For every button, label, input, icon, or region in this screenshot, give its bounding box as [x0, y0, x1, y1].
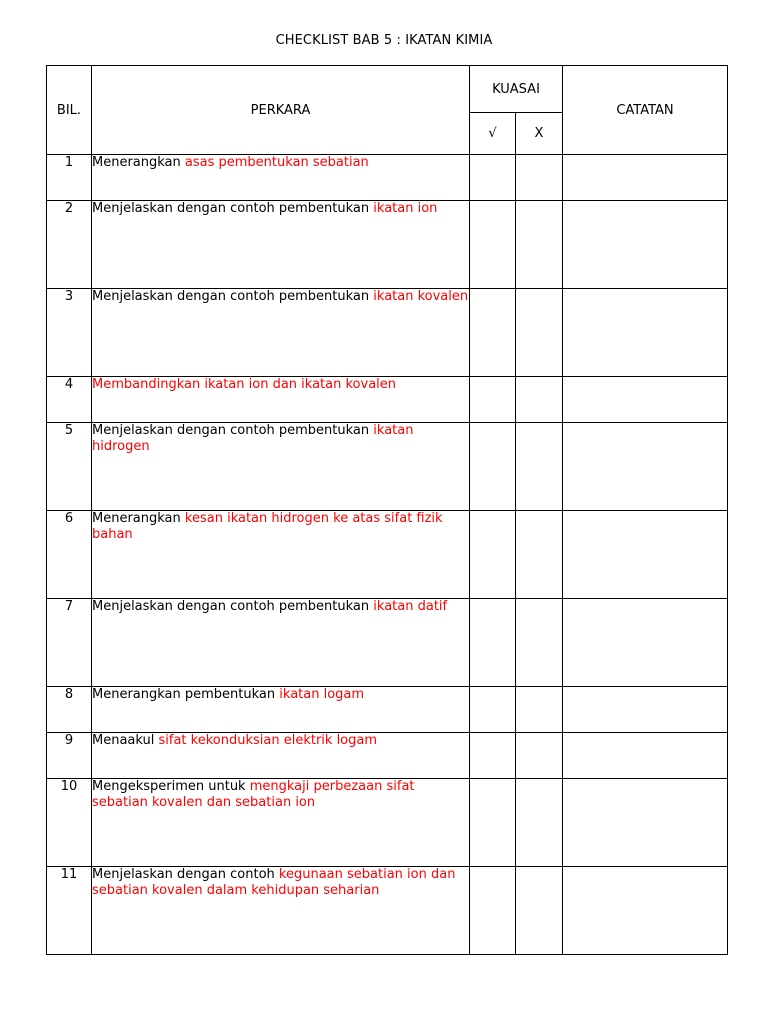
- not-mastered-cell[interactable]: [516, 599, 563, 687]
- row-number: 5: [47, 423, 92, 511]
- item-text: Menerangkan: [92, 155, 185, 170]
- header-perkara: PERKARA: [92, 66, 470, 155]
- table-row: [47, 201, 728, 289]
- row-number: 4: [47, 377, 92, 423]
- item-text: Menjelaskan dengan contoh pembentukan: [92, 599, 374, 614]
- row-number: 10: [47, 779, 92, 867]
- row-item: [92, 155, 470, 201]
- table-row: [47, 423, 728, 511]
- row-item: [92, 289, 470, 377]
- mastered-cell[interactable]: [470, 377, 516, 423]
- mastered-cell[interactable]: [470, 599, 516, 687]
- row-item: [92, 423, 470, 511]
- row-item: [92, 201, 470, 289]
- item-text: Mengeksperimen untuk: [92, 779, 250, 794]
- mastered-cell[interactable]: [470, 733, 516, 779]
- row-item: [92, 867, 470, 955]
- row-number: 2: [47, 201, 92, 289]
- notes-cell[interactable]: [563, 511, 728, 599]
- table-row: [47, 687, 728, 733]
- row-number: 9: [47, 733, 92, 779]
- row-item: [92, 779, 470, 867]
- mastered-cell[interactable]: [470, 155, 516, 201]
- not-mastered-cell[interactable]: [516, 377, 563, 423]
- item-text: Menerangkan pembentukan: [92, 687, 280, 702]
- page-title: CHECKLIST BAB 5 : IKATAN KIMIA: [275, 33, 493, 48]
- table-row: [47, 867, 728, 955]
- row-item: [92, 687, 470, 733]
- row-number: 7: [47, 599, 92, 687]
- item-highlight: kegunaan sebatian ion dan sebatian kovalen dalam kehidupan seharian: [92, 867, 456, 898]
- row-number: 11: [47, 867, 92, 955]
- item-highlight: kesan ikatan hidrogen ke atas sifat fizik bahan: [92, 511, 443, 542]
- row-number: 1: [47, 155, 92, 201]
- table-row: [47, 733, 728, 779]
- mastered-cell[interactable]: [470, 687, 516, 733]
- item-highlight: ikatan ion: [373, 201, 438, 216]
- item-text: Menjelaskan dengan contoh pembentukan: [92, 423, 374, 438]
- table-row: [47, 377, 728, 423]
- not-mastered-cell[interactable]: [516, 155, 563, 201]
- item-highlight: ikatan kovalen: [373, 289, 469, 304]
- notes-cell[interactable]: [563, 201, 728, 289]
- item-text: Menjelaskan dengan contoh pembentukan: [92, 289, 374, 304]
- not-mastered-cell[interactable]: [516, 289, 563, 377]
- row-number: 6: [47, 511, 92, 599]
- table-row: [47, 779, 728, 867]
- header-kuasai: KUASAI: [470, 66, 563, 113]
- mastered-cell[interactable]: [470, 867, 516, 955]
- header-x: X: [516, 113, 563, 155]
- item-highlight: sifat kekonduksian elektrik logam: [158, 733, 378, 748]
- item-highlight: Membandingkan ikatan ion dan ikatan kovalen: [92, 377, 397, 392]
- mastered-cell[interactable]: [470, 201, 516, 289]
- row-item: [92, 377, 470, 423]
- notes-cell[interactable]: [563, 155, 728, 201]
- notes-cell[interactable]: [563, 599, 728, 687]
- table-row: [47, 155, 728, 201]
- header-catatan: CATATAN: [563, 66, 728, 155]
- not-mastered-cell[interactable]: [516, 423, 563, 511]
- not-mastered-cell[interactable]: [516, 201, 563, 289]
- item-text: Menjelaskan dengan contoh: [92, 867, 279, 882]
- notes-cell[interactable]: [563, 687, 728, 733]
- notes-cell[interactable]: [563, 289, 728, 377]
- item-highlight: ikatan hidrogen: [92, 423, 414, 454]
- notes-cell[interactable]: [563, 733, 728, 779]
- notes-cell[interactable]: [563, 779, 728, 867]
- not-mastered-cell[interactable]: [516, 733, 563, 779]
- mastered-cell[interactable]: [470, 779, 516, 867]
- mastered-cell[interactable]: [470, 511, 516, 599]
- header-tick: √: [470, 113, 516, 155]
- item-highlight: ikatan logam: [279, 687, 365, 702]
- notes-cell[interactable]: [563, 423, 728, 511]
- item-highlight: asas pembentukan sebatian: [184, 155, 369, 170]
- item-highlight: ikatan datif: [373, 599, 448, 614]
- table-row: [47, 289, 728, 377]
- row-number: 8: [47, 687, 92, 733]
- not-mastered-cell[interactable]: [516, 779, 563, 867]
- mastered-cell[interactable]: [470, 423, 516, 511]
- not-mastered-cell[interactable]: [516, 687, 563, 733]
- item-text: Menerangkan: [92, 511, 185, 526]
- not-mastered-cell[interactable]: [516, 867, 563, 955]
- notes-cell[interactable]: [563, 867, 728, 955]
- item-highlight: mengkaji perbezaan sifat sebatian kovalen dan sebatian ion: [92, 779, 415, 810]
- row-item: [92, 511, 470, 599]
- not-mastered-cell[interactable]: [516, 511, 563, 599]
- mastered-cell[interactable]: [470, 289, 516, 377]
- row-item: [92, 733, 470, 779]
- row-number: 3: [47, 289, 92, 377]
- notes-cell[interactable]: [563, 377, 728, 423]
- item-text: Menaakul: [92, 733, 159, 748]
- checklist-table: [46, 65, 728, 955]
- table-row: [47, 599, 728, 687]
- row-item: [92, 599, 470, 687]
- table-row: [47, 511, 728, 599]
- header-bil: BIL.: [47, 66, 92, 155]
- item-text: Menjelaskan dengan contoh pembentukan: [92, 201, 374, 216]
